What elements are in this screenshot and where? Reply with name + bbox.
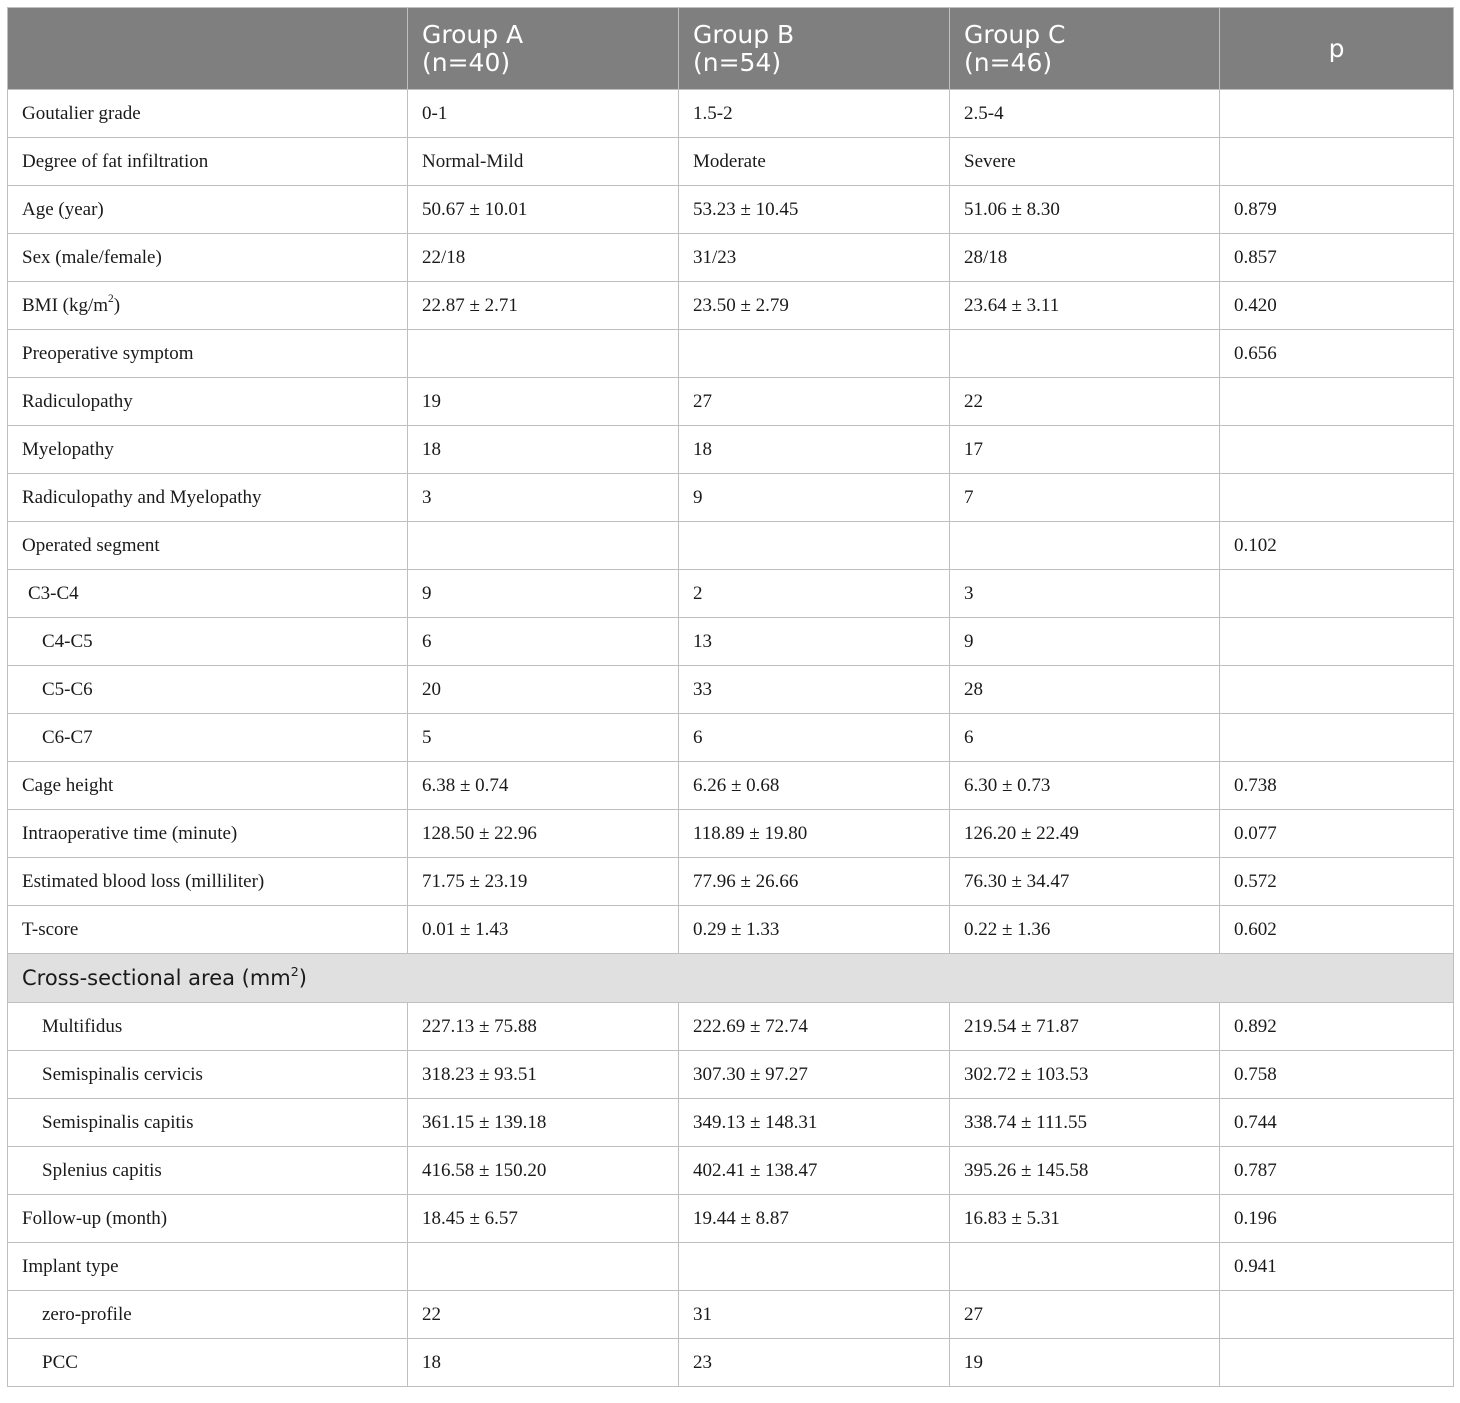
cell-group-b: 27 (679, 378, 950, 426)
row-label: zero-profile (8, 1291, 408, 1339)
cell-p: 0.420 (1220, 282, 1454, 330)
cell-group-c: 9 (950, 618, 1220, 666)
header-group-b (679, 8, 950, 90)
header-group-a (408, 8, 679, 90)
cell-group-c: 6 (950, 714, 1220, 762)
group-c-name: Group C (964, 19, 1066, 49)
table-row (8, 714, 1454, 762)
cell-group-b (679, 1243, 950, 1291)
cell-p: 0.941 (1220, 1243, 1454, 1291)
cell-group-b: 31/23 (679, 234, 950, 282)
row-label: Goutalier grade (8, 90, 408, 138)
cell-group-b: 13 (679, 618, 950, 666)
row-label: Myelopathy (8, 426, 408, 474)
cell-group-b: 18 (679, 426, 950, 474)
cell-p (1220, 1291, 1454, 1339)
cell-group-a: Normal-Mild (408, 138, 679, 186)
cell-p (1220, 1339, 1454, 1387)
cell-group-c (950, 1243, 1220, 1291)
cell-group-c: Severe (950, 138, 1220, 186)
cell-group-b: Moderate (679, 138, 950, 186)
cell-group-b: 222.69 ± 72.74 (679, 1003, 950, 1051)
cell-group-a: 3 (408, 474, 679, 522)
row-label: Operated segment (8, 522, 408, 570)
cell-p: 0.758 (1220, 1051, 1454, 1099)
cell-group-c: 23.64 ± 3.11 (950, 282, 1220, 330)
section-title: Cross-sectional area (mm (22, 966, 291, 990)
cell-group-a: 416.58 ± 150.20 (408, 1147, 679, 1195)
cell-p: 0.196 (1220, 1195, 1454, 1243)
cell-group-a: 5 (408, 714, 679, 762)
cell-group-c: 28/18 (950, 234, 1220, 282)
row-label: Semispinalis capitis (8, 1099, 408, 1147)
cell-group-c: 22 (950, 378, 1220, 426)
cell-group-c: 219.54 ± 71.87 (950, 1003, 1220, 1051)
cell-group-b: 77.96 ± 26.66 (679, 858, 950, 906)
table-row (8, 1099, 1454, 1147)
cell-group-c: 51.06 ± 8.30 (950, 186, 1220, 234)
cell-p (1220, 90, 1454, 138)
row-label: Radiculopathy (8, 378, 408, 426)
section-superscript: 2 (290, 963, 299, 979)
row-label: Semispinalis cervicis (8, 1051, 408, 1099)
cell-p (1220, 378, 1454, 426)
row-label: Estimated blood loss (milliliter) (8, 858, 408, 906)
cell-group-a: 18.45 ± 6.57 (408, 1195, 679, 1243)
cell-group-b: 31 (679, 1291, 950, 1339)
table-row (8, 1003, 1454, 1051)
cell-group-b: 53.23 ± 10.45 (679, 186, 950, 234)
cell-p (1220, 570, 1454, 618)
cell-group-b: 19.44 ± 8.87 (679, 1195, 950, 1243)
table-row (8, 1051, 1454, 1099)
table-row (8, 906, 1454, 954)
row-label: Cage height (8, 762, 408, 810)
row-label: T-score (8, 906, 408, 954)
cell-group-b: 33 (679, 666, 950, 714)
table-row (8, 186, 1454, 234)
cell-group-c: 19 (950, 1339, 1220, 1387)
table-row (8, 1147, 1454, 1195)
row-label-text: BMI (kg/m (22, 294, 109, 316)
cell-group-c: 16.83 ± 5.31 (950, 1195, 1220, 1243)
cell-group-b: 2 (679, 570, 950, 618)
cell-group-a (408, 1243, 679, 1291)
cell-group-a: 50.67 ± 10.01 (408, 186, 679, 234)
row-label: C6-C7 (8, 714, 408, 762)
section-header (8, 954, 1454, 1003)
cell-p: 0.738 (1220, 762, 1454, 810)
data-table (7, 7, 1454, 1387)
header-row (8, 8, 1454, 90)
cell-group-b: 1.5-2 (679, 90, 950, 138)
table-row (8, 1243, 1454, 1291)
row-label: Sex (male/female) (8, 234, 408, 282)
cell-group-a: 71.75 ± 23.19 (408, 858, 679, 906)
row-label (8, 282, 408, 330)
table-row (8, 1291, 1454, 1339)
cell-group-a: 20 (408, 666, 679, 714)
cell-group-c (950, 330, 1220, 378)
group-a-n: (n=40) (422, 47, 511, 77)
cell-group-c: 76.30 ± 34.47 (950, 858, 1220, 906)
row-label: Implant type (8, 1243, 408, 1291)
row-label: C3-C4 (8, 570, 408, 618)
row-label: Preoperative symptom (8, 330, 408, 378)
cell-group-a (408, 330, 679, 378)
cell-group-b: 118.89 ± 19.80 (679, 810, 950, 858)
cell-p: 0.602 (1220, 906, 1454, 954)
cell-group-b: 23 (679, 1339, 950, 1387)
cell-group-a: 0-1 (408, 90, 679, 138)
cell-group-b: 23.50 ± 2.79 (679, 282, 950, 330)
cell-group-c: 302.72 ± 103.53 (950, 1051, 1220, 1099)
table-row (8, 474, 1454, 522)
cell-group-c: 27 (950, 1291, 1220, 1339)
cell-p: 0.077 (1220, 810, 1454, 858)
cell-group-c: 0.22 ± 1.36 (950, 906, 1220, 954)
header-group-c (950, 8, 1220, 90)
cell-group-b (679, 522, 950, 570)
cell-p (1220, 138, 1454, 186)
cell-group-b: 0.29 ± 1.33 (679, 906, 950, 954)
cell-p: 0.857 (1220, 234, 1454, 282)
table-row (8, 378, 1454, 426)
row-label: Intraoperative time (minute) (8, 810, 408, 858)
cell-group-a: 22.87 ± 2.71 (408, 282, 679, 330)
section-suffix: ) (298, 966, 307, 990)
row-label: C4-C5 (8, 618, 408, 666)
cell-group-c: 338.74 ± 111.55 (950, 1099, 1220, 1147)
cell-group-b: 402.41 ± 138.47 (679, 1147, 950, 1195)
cell-group-c: 6.30 ± 0.73 (950, 762, 1220, 810)
row-label: C5-C6 (8, 666, 408, 714)
cell-p (1220, 426, 1454, 474)
table-row (8, 138, 1454, 186)
cell-p: 0.744 (1220, 1099, 1454, 1147)
group-c-n: (n=46) (964, 47, 1053, 77)
cell-group-a: 6.38 ± 0.74 (408, 762, 679, 810)
header-p: p (1220, 8, 1454, 90)
table-row (8, 522, 1454, 570)
cell-p: 0.892 (1220, 1003, 1454, 1051)
cell-group-a: 318.23 ± 93.51 (408, 1051, 679, 1099)
table-row (8, 570, 1454, 618)
row-label: Age (year) (8, 186, 408, 234)
section-row (8, 954, 1454, 1003)
table-row (8, 810, 1454, 858)
table-row (8, 858, 1454, 906)
cell-group-a: 128.50 ± 22.96 (408, 810, 679, 858)
table-row (8, 330, 1454, 378)
cell-group-c (950, 522, 1220, 570)
table-row (8, 90, 1454, 138)
cell-group-a: 19 (408, 378, 679, 426)
cell-p: 0.879 (1220, 186, 1454, 234)
cell-group-a: 18 (408, 426, 679, 474)
row-label: PCC (8, 1339, 408, 1387)
group-a-name: Group A (422, 19, 524, 49)
cell-group-b: 9 (679, 474, 950, 522)
cell-group-a (408, 522, 679, 570)
table-row (8, 426, 1454, 474)
row-label: Follow-up (month) (8, 1195, 408, 1243)
cell-group-a: 22 (408, 1291, 679, 1339)
cell-group-b: 349.13 ± 148.31 (679, 1099, 950, 1147)
cell-group-a: 227.13 ± 75.88 (408, 1003, 679, 1051)
cell-group-c: 395.26 ± 145.58 (950, 1147, 1220, 1195)
row-label-suffix: ) (113, 294, 121, 316)
cell-group-c: 17 (950, 426, 1220, 474)
cell-group-a: 0.01 ± 1.43 (408, 906, 679, 954)
cell-group-c: 2.5-4 (950, 90, 1220, 138)
cell-group-b: 307.30 ± 97.27 (679, 1051, 950, 1099)
cell-group-b (679, 330, 950, 378)
cell-group-c: 126.20 ± 22.49 (950, 810, 1220, 858)
cell-group-a: 6 (408, 618, 679, 666)
cell-p (1220, 618, 1454, 666)
cell-group-c: 28 (950, 666, 1220, 714)
cell-group-c: 3 (950, 570, 1220, 618)
cell-group-c: 7 (950, 474, 1220, 522)
table-row (8, 1339, 1454, 1387)
cell-group-b: 6 (679, 714, 950, 762)
cell-p: 0.787 (1220, 1147, 1454, 1195)
row-label-superscript: 2 (108, 293, 114, 306)
cell-group-b: 6.26 ± 0.68 (679, 762, 950, 810)
table-row (8, 234, 1454, 282)
cell-p: 0.656 (1220, 330, 1454, 378)
cell-group-a: 22/18 (408, 234, 679, 282)
group-b-n: (n=54) (693, 47, 782, 77)
cell-p: 0.102 (1220, 522, 1454, 570)
group-b-name: Group B (693, 19, 795, 49)
table-row (8, 282, 1454, 330)
table-row (8, 618, 1454, 666)
row-label: Radiculopathy and Myelopathy (8, 474, 408, 522)
table-row (8, 666, 1454, 714)
cell-group-a: 9 (408, 570, 679, 618)
cell-group-a: 18 (408, 1339, 679, 1387)
row-label: Multifidus (8, 1003, 408, 1051)
cell-p (1220, 714, 1454, 762)
cell-group-a: 361.15 ± 139.18 (408, 1099, 679, 1147)
table-row (8, 762, 1454, 810)
row-label: Splenius capitis (8, 1147, 408, 1195)
table-row (8, 1195, 1454, 1243)
cell-p: 0.572 (1220, 858, 1454, 906)
cell-p (1220, 474, 1454, 522)
cell-p (1220, 666, 1454, 714)
header-empty (8, 8, 408, 90)
row-label: Degree of fat infiltration (8, 138, 408, 186)
